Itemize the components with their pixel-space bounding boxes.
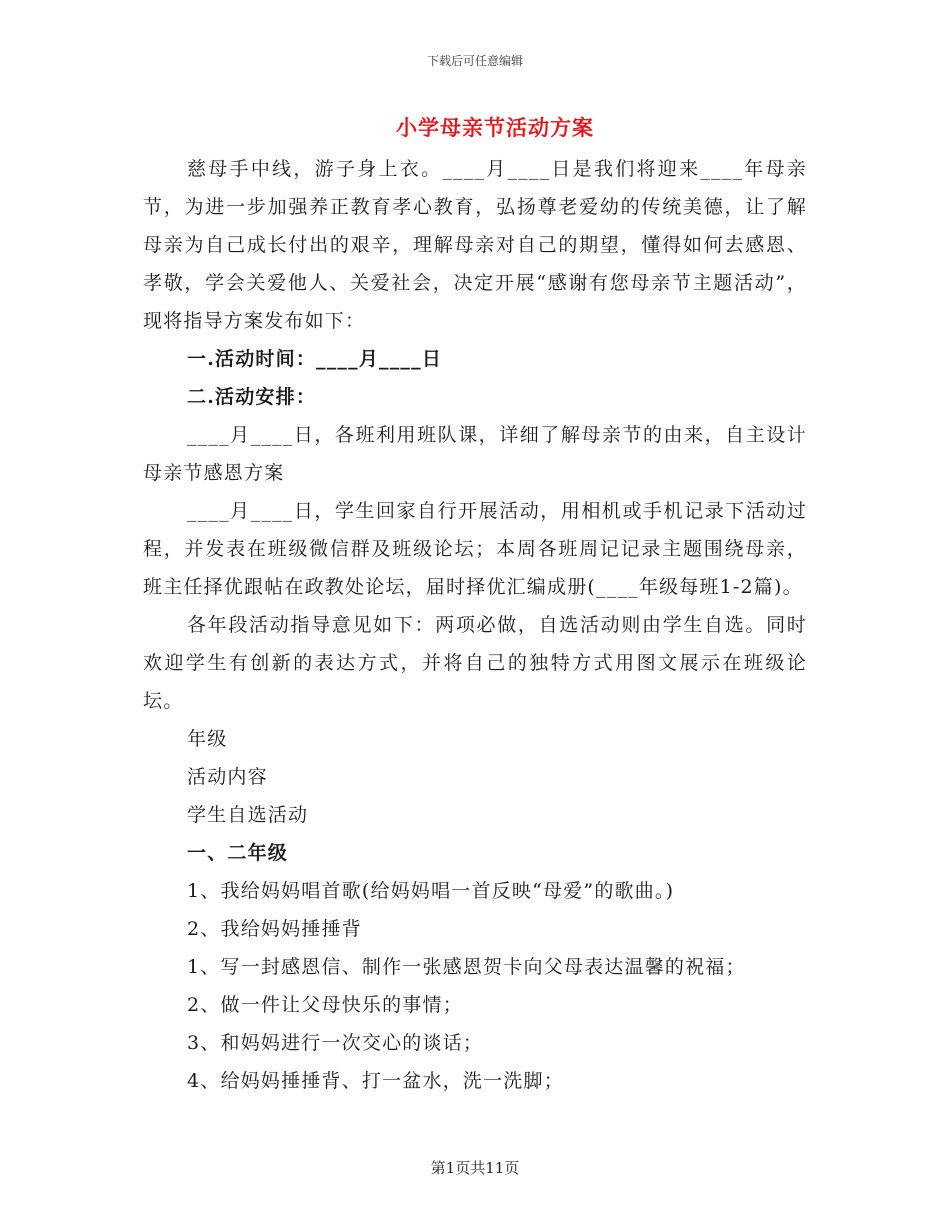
list-item: 1、写一封感恩信、制作一张感恩贺卡向父母表达温馨的祝福； — [187, 956, 746, 978]
document-body — [143, 150, 807, 1100]
grade-label: 一、二年级 — [187, 842, 289, 864]
list-item: 4、给妈妈捶捶背、打一盆水，洗一洗脚； — [187, 1070, 564, 1092]
column-grade: 年级 — [187, 728, 228, 750]
section-heading-arrangement: 二.活动安排： — [187, 386, 317, 408]
column-optional: 学生自选活动 — [187, 804, 309, 826]
header-note: 下载后可任意编辑 — [426, 54, 523, 68]
arrangement-paragraph-1: ____月____日，各班利用班队课，详细了解母亲节的由来，自主设计母亲节感恩方案 — [143, 424, 807, 484]
column-content: 活动内容 — [187, 766, 268, 788]
list-item: 2、做一件让父母快乐的事情； — [187, 994, 463, 1016]
list-item: 2、我给妈妈捶捶背 — [187, 918, 362, 940]
section-heading-time: 一.活动时间：____月____日 — [187, 348, 443, 370]
arrangement-paragraph-2: ____月____日，学生回家自行开展活动，用相机或手机记录下活动过程，并发表在班级微信群及班级论坛；本周各班周记记录主题围绕母亲，班主任择优跟帖在政教处论坛，届时择优汇编成册(____年级每班1-2篇)。 — [143, 500, 807, 598]
list-item: 3、和妈妈进行一次交心的谈话； — [187, 1032, 484, 1054]
intro-paragraph: 慈母手中线，游子身上衣。____月____日是我们将迎来____年母亲节，为进一步加强养正教育孝心教育，弘扬尊老爱幼的传统美德，让了解母亲为自己成长付出的艰辛，理解母亲对自己的期望，懂得如何去感恩、孝敬，学会关爱他人、关爱社会，决定开展“感谢有您母亲节主题活动”，现将指导方案发布如下： — [143, 158, 807, 332]
page-title: 小学母亲节活动方案 — [396, 115, 594, 140]
list-item: 1、我给妈妈唱首歌(给妈妈唱一首反映“母爱”的歌曲。) — [187, 880, 675, 902]
guidance-paragraph: 各年段活动指导意见如下：两项必做，自选活动则由学生自选。同时欢迎学生有创新的表达方式，并将自己的独特方式用图文展示在班级论坛。 — [143, 614, 807, 712]
page-footer: 第1页共11页 — [430, 1159, 520, 1177]
